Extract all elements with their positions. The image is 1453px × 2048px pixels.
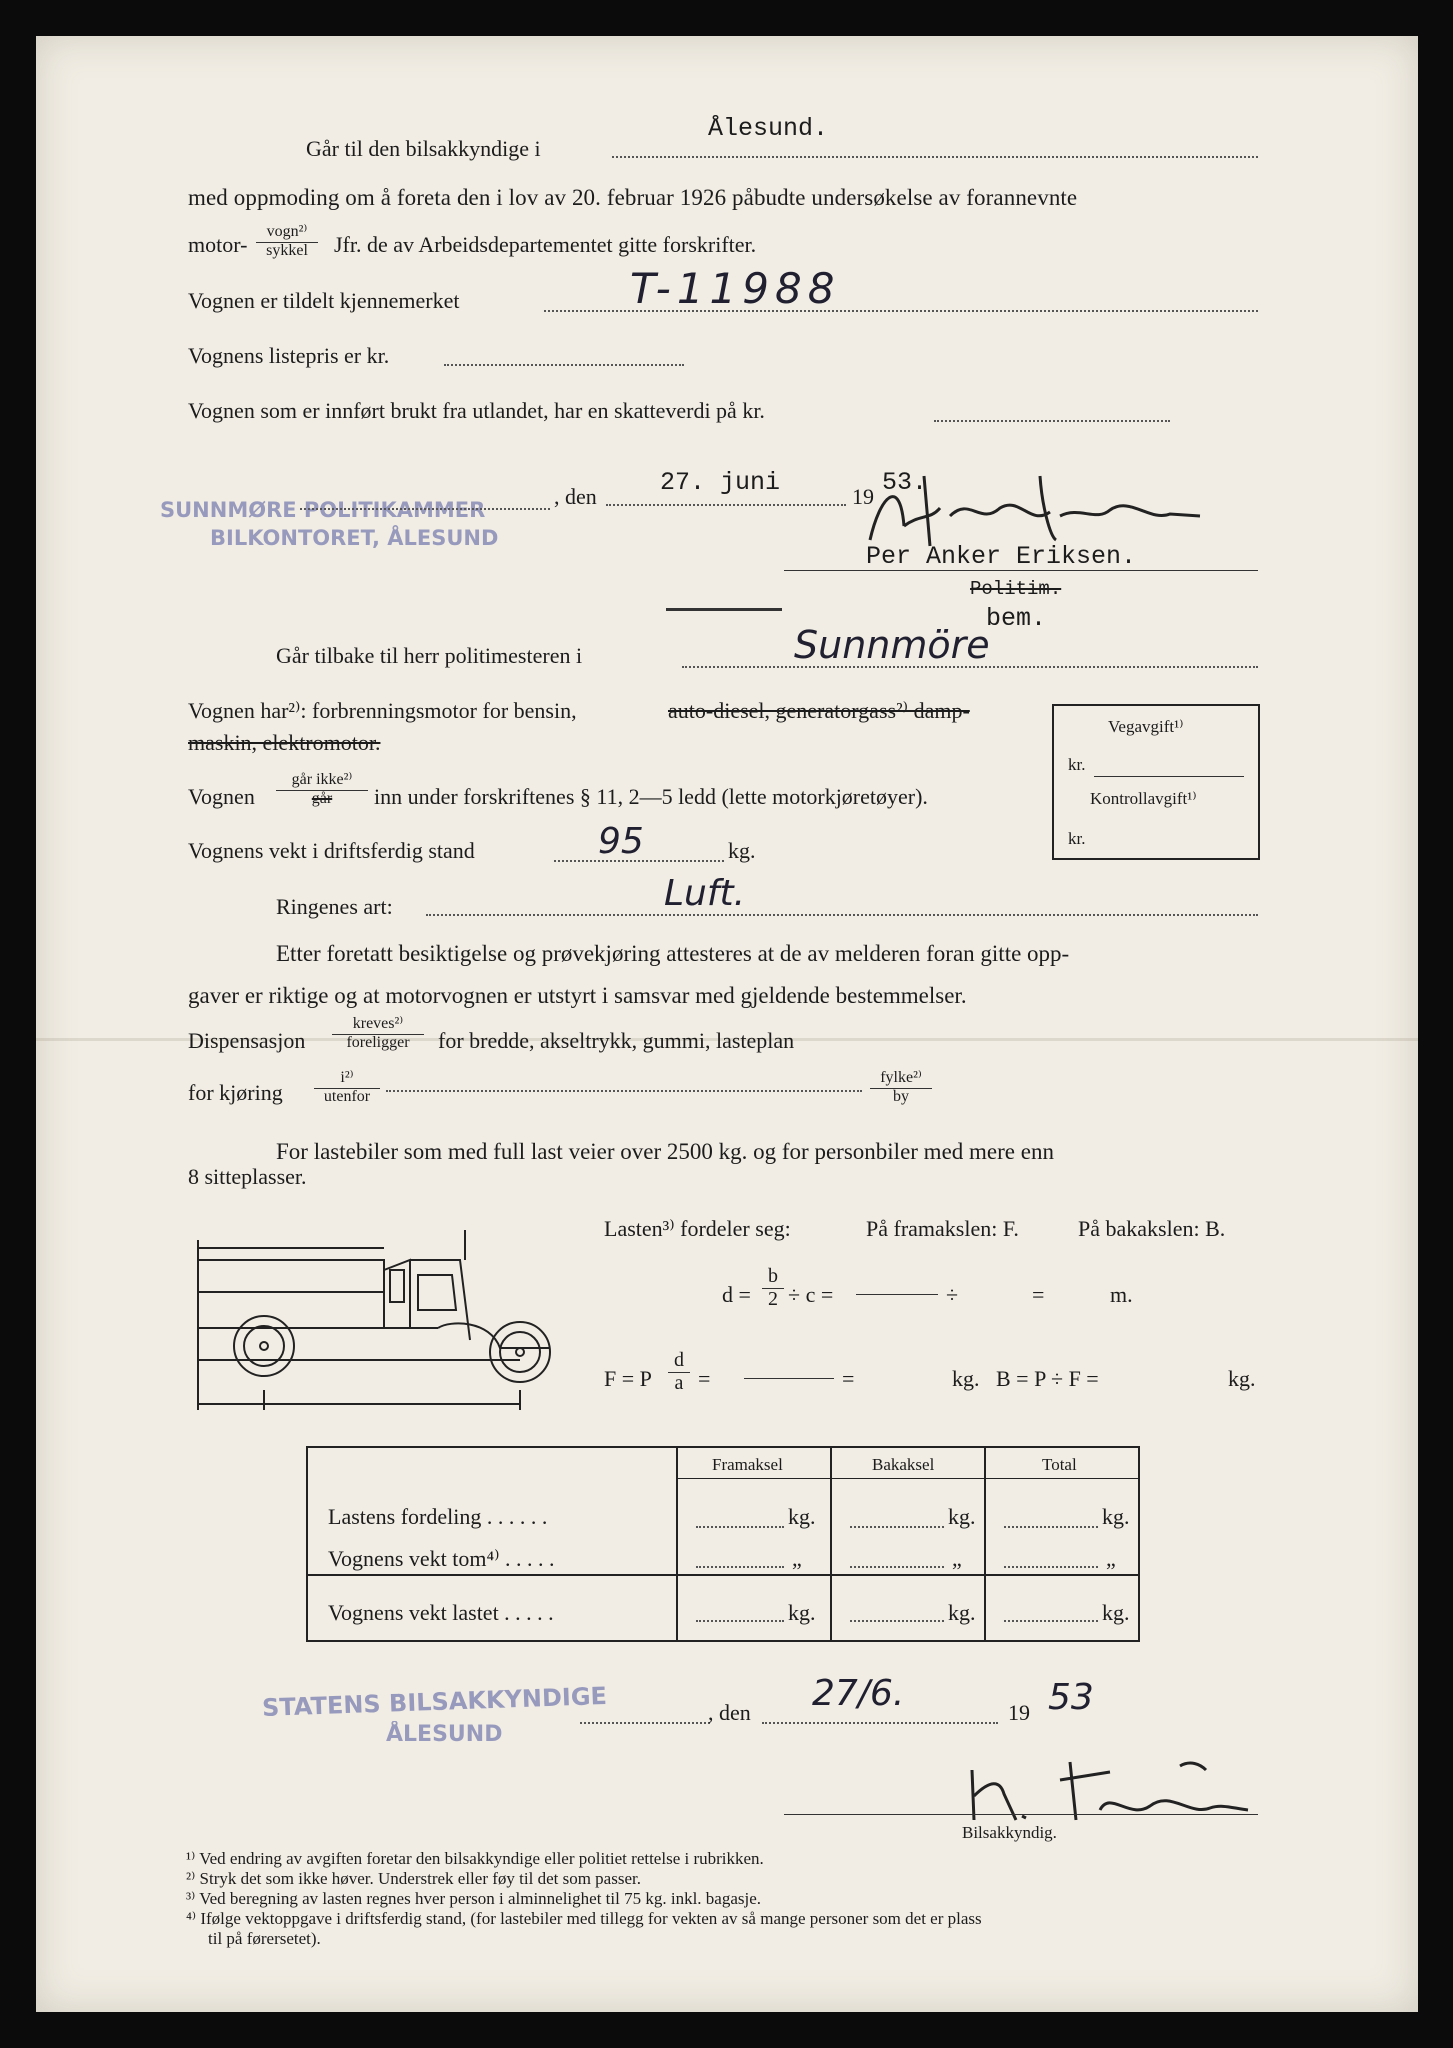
- inspector-stamp-line2: ÅLESUND: [386, 1722, 503, 1747]
- inspector-year-prefix: 19: [1008, 1700, 1030, 1725]
- footnote-3: ³⁾ Ved beregning av lasten regnes hver person i alminnelighet til 75 kg. inkl. bagasje.: [186, 1889, 762, 1908]
- formula-F-eq2: =: [842, 1366, 855, 1391]
- load-rear: På bakakslen: B.: [1078, 1216, 1226, 1241]
- driving-frac2-top: fylke²⁾: [870, 1070, 932, 1089]
- footnote-4-cont: til på førersetet).: [208, 1929, 321, 1948]
- kjennemerke-label: Vognen er tildelt kjennemerket: [188, 288, 460, 313]
- police-date-dotted-line: [606, 504, 846, 506]
- distribution-table: [306, 1446, 1140, 1642]
- light-vehicle-frac-top: går ikke²⁾: [276, 772, 368, 791]
- listepris-dotted-line: [444, 364, 684, 366]
- police-year-prefix: 19: [852, 484, 874, 509]
- separator-dash: [666, 608, 782, 611]
- light-vehicle-frac-bottom: går: [311, 789, 333, 807]
- inspector-year-suffix: 53: [1048, 1677, 1094, 1718]
- motor-suffix: Jfr. de av Arbeidsdepartementet gitte forskrifter.: [334, 232, 757, 257]
- attest-line2: gaver er riktige og at motorvognen er utstyrt i samsvar med gjeldende bestemmelser.: [188, 983, 967, 1008]
- footnote-4: ⁴⁾ Ifølge vektoppgave i driftsferdig stand, (for lastebiler med tillegg for vekten av så mange personer som det er plass: [186, 1909, 982, 1928]
- weight-unit: kg.: [728, 838, 756, 863]
- vegavgift-line: [1094, 776, 1244, 777]
- motor-fraction: [256, 224, 318, 260]
- formula-d-rest: ÷ c =: [788, 1282, 834, 1307]
- police-date: 27. juni: [660, 468, 781, 497]
- driving-frac2-bottom: by: [893, 1087, 909, 1105]
- formula-F-eq: =: [698, 1366, 711, 1391]
- table-cell-unit: kg.: [948, 1600, 976, 1625]
- motor-frac-bottom: sykkel: [266, 241, 308, 259]
- registration-number: T-11988: [630, 264, 841, 313]
- truck-diagram: [190, 1220, 570, 1430]
- skatteverdi-dotted-line: [934, 420, 1170, 422]
- motor-type-struck1: auto-diesel, generatorgass²⁾ damp-: [668, 698, 970, 723]
- inspector-den-label: , den: [708, 1700, 751, 1725]
- table-row-label: Vognens vekt tom⁴⁾ . . . . .: [328, 1546, 555, 1571]
- table-row-label: Vognens vekt lastet . . . . .: [328, 1600, 554, 1625]
- formula-d-fraction: [762, 1266, 784, 1310]
- police-stamp-line2: BILKONTORET, ÅLESUND: [210, 526, 499, 550]
- formula-B: B = P ÷ F =: [996, 1366, 1099, 1391]
- table-header-total: Total: [1042, 1455, 1077, 1474]
- driving-frac-top: i²⁾: [314, 1070, 380, 1089]
- inspector-date: 27/6.: [812, 1673, 905, 1714]
- light-vehicle-prefix: Vognen: [188, 784, 255, 809]
- tires-dotted-line: [426, 914, 1258, 916]
- tires-label: Ringenes art:: [276, 894, 393, 919]
- police-signer-name: Per Anker Eriksen.: [866, 542, 1137, 571]
- formula-kg2: kg.: [1228, 1366, 1256, 1391]
- table-cell-unit: „: [952, 1546, 962, 1571]
- destination-place: Ålesund.: [708, 114, 829, 143]
- listepris-label: Vognens listepris er kr.: [188, 343, 390, 368]
- police-title-bem: bem.: [986, 604, 1047, 633]
- tires-value: Luft.: [664, 873, 746, 914]
- fees-box: [1052, 704, 1260, 860]
- formula-eq: =: [1032, 1282, 1045, 1307]
- trucks-line1: For lastebiler som med full last veier over 2500 kg. og for personbiler med mere enn: [276, 1139, 1054, 1164]
- motor-type-struck2: maskin, elektromotor.: [188, 730, 381, 755]
- return-label: Går tilbake til herr politimesteren i: [276, 643, 583, 668]
- vegavgift-label: Vegavgift¹⁾: [1108, 717, 1184, 736]
- kontrollavgift-label: Kontrollavgift¹⁾: [1090, 789, 1197, 808]
- formula-F-den: a: [674, 1372, 684, 1394]
- kontrollavgift-kr: kr.: [1068, 829, 1086, 848]
- formula-div: ÷: [946, 1282, 959, 1307]
- attest-line1: Etter foretatt besiktigelse og prøvekjøring attesteres at de av melderen foran gitte opp-: [276, 941, 1070, 966]
- driving-fraction2: [870, 1070, 932, 1106]
- load-front: På framakslen: F.: [866, 1216, 1019, 1241]
- dispensation-suffix: for bredde, akseltrykk, gummi, lasteplan: [438, 1028, 795, 1053]
- dispensation-frac-bottom: foreligger: [346, 1033, 410, 1051]
- police-den-label: , den: [554, 484, 597, 509]
- dispensation-prefix: Dispensasjon: [188, 1028, 306, 1053]
- driving-frac-bottom: utenfor: [323, 1087, 371, 1105]
- table-cell-unit: kg.: [788, 1600, 816, 1625]
- dispensation-frac-top: kreves²⁾: [332, 1016, 424, 1035]
- driving-prefix: for kjøring: [188, 1080, 283, 1105]
- table-cell-unit: „: [1106, 1546, 1116, 1571]
- formula-d-num: b: [762, 1266, 784, 1289]
- formula-kg1: kg.: [952, 1366, 980, 1391]
- table-cell-unit: kg.: [948, 1504, 976, 1529]
- formula-F-num: d: [668, 1350, 690, 1373]
- police-year-suffix: 53.: [882, 468, 928, 497]
- formula-m: m.: [1110, 1282, 1133, 1307]
- vegavgift-kr: kr.: [1068, 755, 1086, 774]
- header-line2: med oppmoding om å foreta den i lov av 20. februar 1926 påbudte undersøkelse av forannevnte: [188, 185, 1078, 210]
- formula-F-fraction: [668, 1350, 690, 1394]
- motor-prefix: motor-: [188, 232, 248, 257]
- light-vehicle-fraction: [276, 772, 368, 808]
- formula-F: F = P: [604, 1366, 652, 1391]
- table-cell-unit: „: [792, 1546, 802, 1571]
- inspector-place-dotted-line: [580, 1722, 710, 1724]
- table-row-label: Lastens fordeling . . . . . .: [328, 1504, 548, 1529]
- inspector-signature: [960, 1750, 1260, 1830]
- driving-dotted-line: [386, 1090, 862, 1092]
- weight-value: 95: [598, 821, 644, 862]
- formula-d-den: 2: [768, 1288, 778, 1310]
- table-cell-unit: kg.: [788, 1504, 816, 1529]
- motor-frac-top: vogn²⁾: [256, 224, 318, 243]
- formula-d-lhs: d =: [722, 1282, 751, 1307]
- table-header-bakaksel: Bakaksel: [872, 1455, 935, 1474]
- police-stamp-line1: SUNNMØRE POLITIKAMMER: [160, 498, 486, 522]
- place-dotted-line: [612, 156, 1258, 158]
- police-place-dotted-line: [300, 508, 550, 510]
- formula-d-blank1: [856, 1294, 938, 1295]
- table-cell-unit: kg.: [1102, 1600, 1130, 1625]
- dispensation-fraction: [332, 1016, 424, 1052]
- inspector-stamp-line1: STATENS BILSAKKYNDIGE: [261, 1681, 608, 1723]
- table-header-framaksel: Framaksel: [712, 1455, 783, 1474]
- header-line1-prefix: Går til den bilsakkyndige i: [306, 136, 541, 161]
- weight-label: Vognens vekt i driftsferdig stand: [188, 838, 475, 863]
- footnote-1: ¹⁾ Ved endring av avgiften foretar den bilsakkyndige eller politiet rettelse i rubrikken.: [186, 1849, 764, 1868]
- light-vehicle-suffix: inn under forskriftenes § 11, 2—5 ledd (lette motorkjøretøyer).: [374, 784, 928, 809]
- trucks-line2: 8 sitteplasser.: [188, 1164, 307, 1189]
- driving-fraction: [314, 1070, 380, 1106]
- inspector-title: Bilsakkyndig.: [962, 1823, 1057, 1842]
- formula-F-blank: [744, 1378, 834, 1379]
- load-heading: Lasten³⁾ fordeler seg:: [604, 1216, 791, 1241]
- return-place: Sunnmöre: [794, 623, 990, 667]
- inspector-date-dotted-line: [762, 1722, 998, 1724]
- police-title-struck: Politim.: [970, 578, 1062, 600]
- inspector-signature-line: [784, 1814, 1258, 1815]
- footnote-2: ²⁾ Stryk det som ikke høver. Understrek eller føy til det som passer.: [186, 1869, 641, 1888]
- motor-type-prefix: Vognen har²⁾: forbrenningsmotor for bensin,: [188, 698, 577, 723]
- skatteverdi-label: Vognen som er innført brukt fra utlandet, har en skatteverdi på kr.: [188, 398, 765, 423]
- table-cell-unit: kg.: [1102, 1504, 1130, 1529]
